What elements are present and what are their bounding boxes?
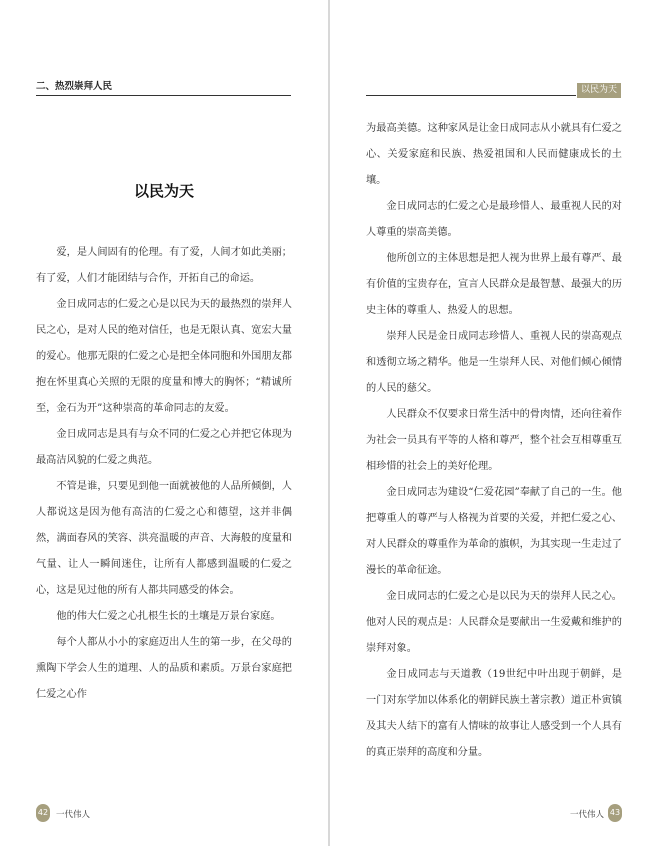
paragraph: 他的伟大仁爱之心扎根生长的土壤是万景台家庭。 [56,611,281,622]
running-head-badge: 以民为天 [577,83,621,98]
paragraph: 金日成同志的仁爱之心是最珍惜人、最重视人民的对人尊重的崇高美德。 [366,201,622,238]
body-text [36,240,292,708]
paragraph: 每个人都从小小的家庭迈出人生的第一步，在父母的熏陶下学会人生的道理、人的品质和素质。万景台家庭把仁爱之心作 [36,637,292,700]
paragraph: 崇拜人民是金日成同志珍惜人、重视人民的崇高观点和透彻立场之精华。他是一生崇拜人民、对他们倾心倾情的人民的慈父。 [366,331,622,394]
paragraph: 金日成同志与天道教（19世纪中叶出现于朝鲜，是一门对东学加以体系化的朝鲜民族土著宗教）道正朴寅镇及其夫人结下的富有人情味的故事让人感受到一个人具有的真正崇拜的高度和分量。 [366,669,622,758]
article-title: 以民为天 [133,182,194,200]
paragraph: 金日成同志为建设“仁爱花园”奉献了自己的一生。他把尊重人的尊严与人格视为首要的关爱，并把仁爱之心、对人民群众的尊重作为革命的旗帜，为其实现一生走过了漫长的革命征途。 [366,487,622,576]
header-rule [36,95,291,96]
paragraph: 人民群众不仅要求日常生活中的骨肉情，还向往着作为社会一员具有平等的人格和尊严，整个社会互相尊重互相珍惜的社会上的美好伦理。 [366,409,622,472]
paragraph: 金日成同志是具有与众不同的仁爱之心并把它体现为最高洁风貌的仁爱之典范。 [36,429,292,466]
paragraph: 爱，是人间固有的伦理。有了爱，人间才如此美丽；有了爱，人们才能团结与合作，开拓自己的命运。 [36,247,292,284]
paragraph: 为最高美德。这种家风是让金日成同志从小就具有仁爱之心、关爱家庭和民族、热爱祖国和人民而健康成长的土壤。 [366,123,622,186]
body-text [366,116,622,766]
page-number: 42 [36,804,50,822]
paragraph: 金日成同志的仁爱之心是以民为天的最热烈的崇拜人民之心，是对人民的绝对信任，也是无限认真、宽宏大量的爱心。他那无限的仁爱之心是把全体同胞和外国朋友都抱在怀里真心关照的无限的度量和博大的胸怀；“精诚所至，金石为开”这种崇高的革命同志的友爱。 [36,299,292,414]
paragraph: 不管是谁，只要见到他一面就被他的人品所倾倒，人人都说这是因为他有高洁的仁爱之心和德望，这并非偶然，满面春风的笑容、洪亮温暖的声音、大海般的度量和气量、让人一瞬间迷住，让所有人都感到温暖的仁爱之心，这是见过他的所有人都共同感受的体会。 [36,481,292,596]
footer-label: 一代伟人 [570,810,605,820]
left-page [0,0,328,846]
running-head: 二、热烈崇拜人民 [36,81,113,92]
footer-label: 一代伟人 [56,810,91,820]
paragraph: 他所创立的主体思想是把人视为世界上最有尊严、最有价值的宝贵存在，宣言人民群众是最智慧、最强大的历史主体的尊重人、热爱人的思想。 [366,253,622,316]
paragraph: 金日成同志的仁爱之心是以民为天的崇拜人民之心。他对人民的观点是：人民群众是要献出一生爱戴和维护的崇拜对象。 [366,591,622,654]
right-page [330,0,658,846]
header-rule [366,95,576,96]
page-number: 43 [608,804,622,822]
